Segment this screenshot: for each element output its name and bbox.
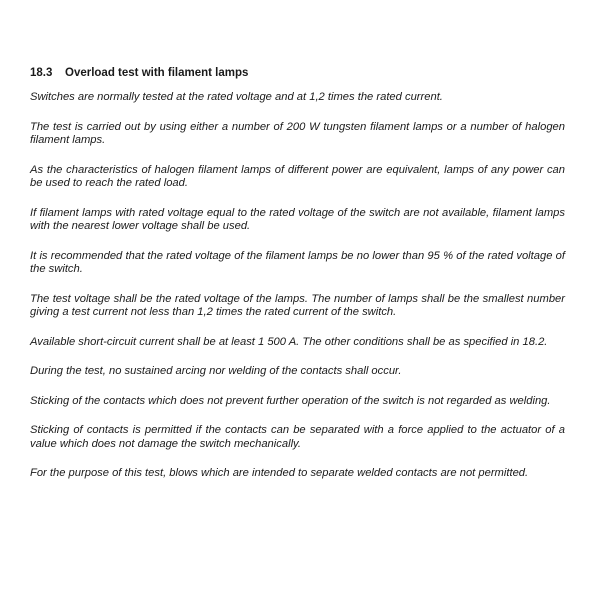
document-page [30, 66, 565, 497]
paragraph-test-voltage: The test voltage shall be the rated voltage of the lamps. The number of lamps shall be the smallest number giving a test current not less than 1,2 times the rated current of the switch. [30, 292, 565, 318]
paragraph-sticking: Sticking of the contacts which does not prevent further operation of the switch is not regarded as welding. [30, 394, 551, 407]
paragraph-lamp-types: The test is carried out by using either a number of 200 W tungsten filament lamps or a number of halogen filament lamps. [30, 120, 565, 146]
paragraph-separation-force: Sticking of contacts is permitted if the contacts can be separated with a force applied to the actuator of a value which does not damage the switch mechanically. [30, 424, 565, 450]
paragraph-lower-voltage: If filament lamps with rated voltage equal to the rated voltage of the switch are not available, filament lamps with the nearest lower voltage shall be used. [30, 206, 565, 232]
paragraph-recommendation: It is recommended that the rated voltage of the filament lamps be no lower than 95 % of the rated voltage of the switch. [30, 249, 565, 275]
section-heading [30, 66, 565, 80]
section-title: Overload test with filament lamps [65, 67, 249, 79]
paragraph-halogen-equivalence: As the characteristics of halogen filament lamps of different power are equivalent, lamps of any power can be used to reach the rated load. [30, 163, 565, 189]
paragraph-during-test: During the test, no sustained arcing nor welding of the contacts shall occur. [30, 365, 402, 377]
paragraph-short-circuit: Available short-circuit current shall be at least 1 500 A. The other conditions shall be as specified in 18.2. [30, 335, 548, 348]
paragraph-rated-voltage: Switches are normally tested at the rated voltage and at 1,2 times the rated current. [30, 91, 443, 103]
section-number: 18.3 [30, 67, 53, 79]
paragraph-blows: For the purpose of this test, blows which are intended to separate welded contacts are not permitted. [30, 467, 529, 479]
